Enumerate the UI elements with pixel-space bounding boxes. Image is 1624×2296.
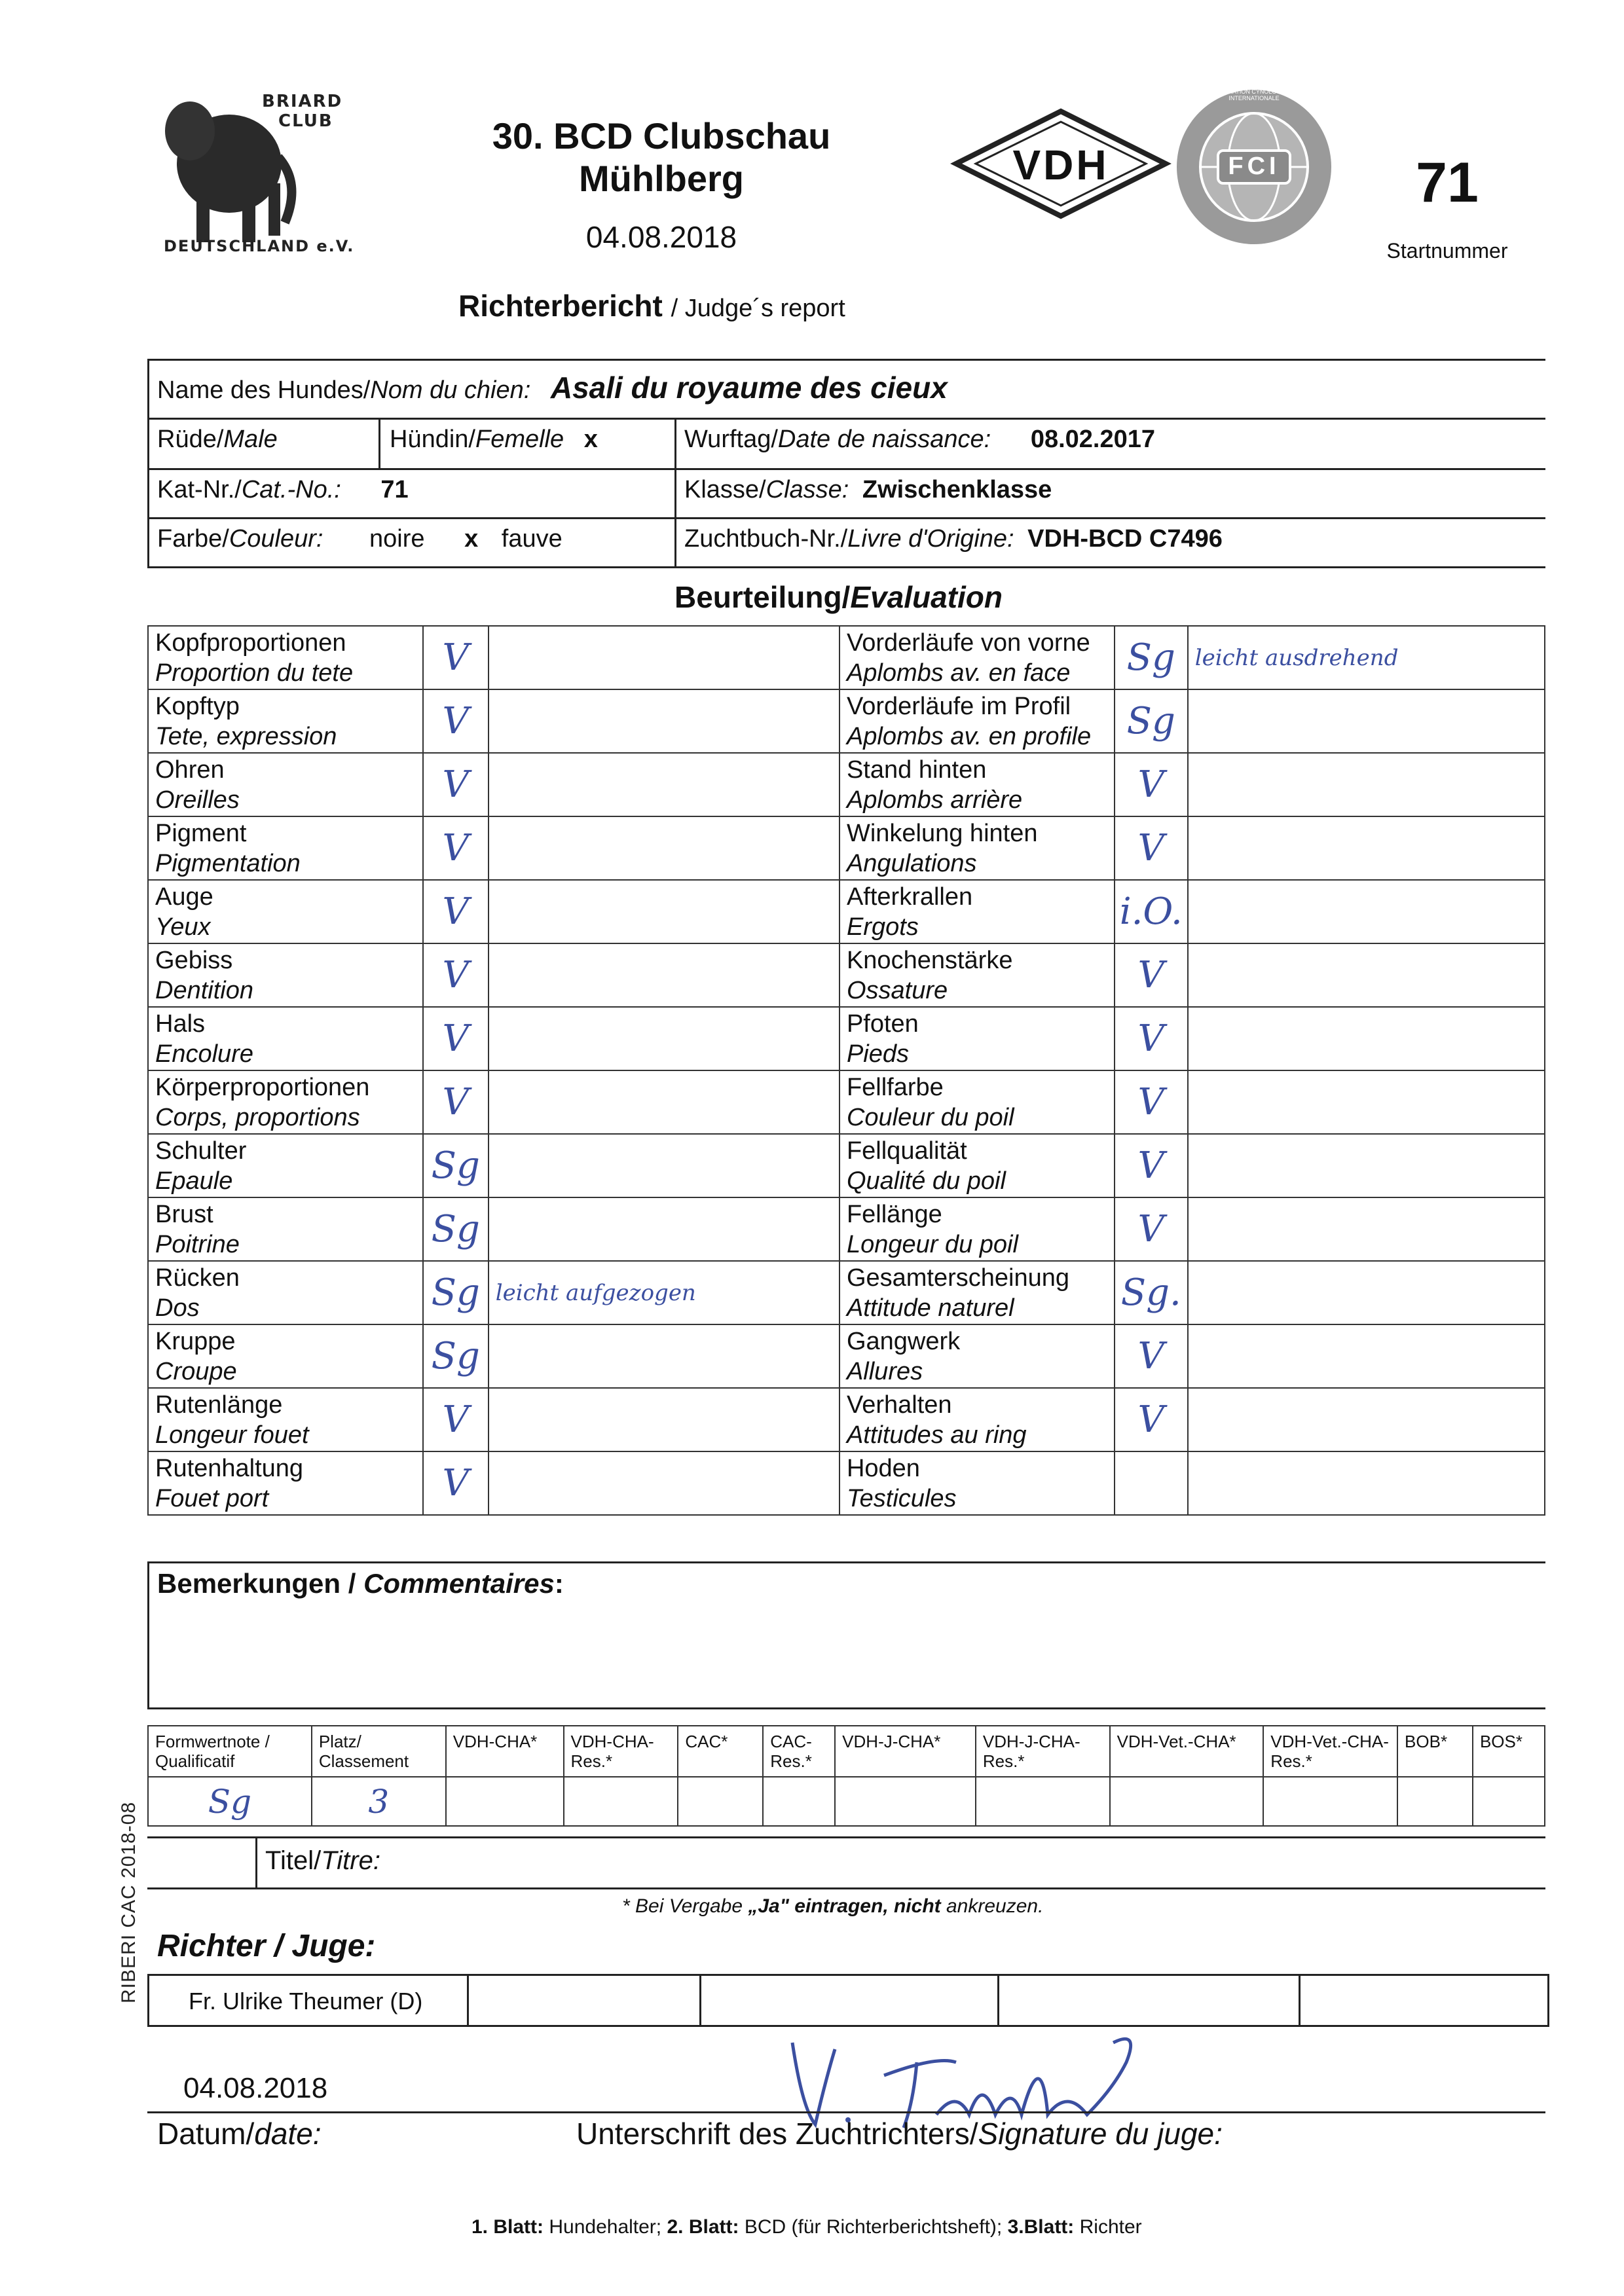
- award-header: VDH-J-CHA-Res.*: [976, 1726, 1110, 1777]
- criterion-left: Hals Encolure: [148, 1007, 423, 1070]
- criterion-right: Hoden Testicules: [840, 1451, 1115, 1515]
- award-header: Formwertnote / Qualificatif: [148, 1726, 312, 1777]
- judge-heading: Richter / Juge:: [157, 1929, 376, 1963]
- award-value[interactable]: [678, 1777, 763, 1826]
- dog-name-label: Name des Hundes/: [157, 376, 371, 404]
- awards-value-row: [148, 1777, 1545, 1826]
- mark-right[interactable]: V: [1115, 1388, 1188, 1451]
- mark-left[interactable]: V: [423, 1451, 489, 1515]
- note-right[interactable]: [1188, 689, 1545, 753]
- mark-left[interactable]: Sg: [423, 1197, 489, 1261]
- criterion-right: Gesamterscheinung Attitude naturel: [840, 1261, 1115, 1324]
- event-title-line2: Mühlberg: [579, 158, 744, 199]
- note-right[interactable]: [1188, 1007, 1545, 1070]
- note-right[interactable]: [1188, 880, 1545, 943]
- evaluation-row: [148, 1451, 1545, 1515]
- note-left[interactable]: [489, 816, 840, 880]
- evaluation-row: [148, 880, 1545, 943]
- dob-field: Wurftag/Date de naissance: 08.02.2017: [684, 426, 1155, 453]
- criterion-left: Auge Yeux: [148, 880, 423, 943]
- mark-left[interactable]: V: [423, 1007, 489, 1070]
- dog-name-value: Asali du royaume des cieux: [550, 371, 948, 405]
- mark-left[interactable]: V: [423, 1070, 489, 1134]
- criterion-right: Vorderläufe von vorne Aplombs av. en face: [840, 626, 1115, 689]
- fci-ring-text: FEDERATION CYNOLOGIQUE INTERNATIONALE: [1212, 88, 1296, 101]
- mark-left[interactable]: V: [423, 753, 489, 816]
- mark-left[interactable]: V: [423, 880, 489, 943]
- note-right[interactable]: [1188, 1324, 1545, 1388]
- criterion-right: Vorderläufe im Profil Aplombs av. en profile: [840, 689, 1115, 753]
- award-value[interactable]: [1397, 1777, 1473, 1826]
- criterion-right: Stand hinten Aplombs arrière: [840, 753, 1115, 816]
- dob-value: 08.02.2017: [1030, 426, 1155, 453]
- judge-table: [147, 1974, 1549, 2027]
- judge-name: Fr. Ulrike Theumer (D): [189, 1988, 423, 2014]
- criterion-right: Verhalten Attitudes au ring: [840, 1388, 1115, 1451]
- criterion-left: Kopftyp Tete, expression: [148, 689, 423, 753]
- mark-left[interactable]: Sg: [423, 1324, 489, 1388]
- mark-right[interactable]: Sg.: [1115, 1261, 1188, 1324]
- awards-table: [147, 1725, 1545, 1827]
- criterion-left: Gebiss Dentition: [148, 943, 423, 1007]
- note-left[interactable]: [489, 880, 840, 943]
- note-left[interactable]: [489, 1134, 840, 1197]
- award-header: VDH-CHA-Res.*: [564, 1726, 678, 1777]
- mark-left[interactable]: V: [423, 689, 489, 753]
- mark-right[interactable]: V: [1115, 753, 1188, 816]
- club-logo: [151, 85, 367, 262]
- award-value[interactable]: [1110, 1777, 1264, 1826]
- mark-left[interactable]: V: [423, 943, 489, 1007]
- award-header: VDH-J-CHA*: [835, 1726, 976, 1777]
- criterion-left: Kopfproportionen Proportion du tete: [148, 626, 423, 689]
- footnote: * Bei Vergabe „Ja" eintragen, nicht ankreuzen.: [622, 1895, 1044, 1917]
- awards-header-row: [148, 1726, 1545, 1777]
- mark-right[interactable]: V: [1115, 1324, 1188, 1388]
- studbook-field: Zuchtbuch-Nr./Livre d'Origine: VDH-BCD C7496: [684, 525, 1223, 553]
- event-date: 04.08.2018: [585, 220, 737, 254]
- note-left[interactable]: [489, 689, 840, 753]
- report-title: [458, 288, 917, 323]
- criterion-left: Rutenlänge Longeur fouet: [148, 1388, 423, 1451]
- note-right[interactable]: [1188, 816, 1545, 880]
- side-form-code: RIBERI CAC 2018-08: [118, 1801, 139, 2003]
- evaluation-row: [148, 1388, 1545, 1451]
- report-title-main: Richterbericht: [458, 289, 663, 323]
- criterion-left: Rücken Dos: [148, 1261, 423, 1324]
- award-value[interactable]: [835, 1777, 976, 1826]
- award-value[interactable]: [446, 1777, 564, 1826]
- mark-left[interactable]: V: [423, 1388, 489, 1451]
- signature-drawing: [786, 2023, 1153, 2131]
- award-header: VDH-Vet.-CHA*: [1110, 1726, 1264, 1777]
- evaluation-row: [148, 753, 1545, 816]
- mark-right[interactable]: V: [1115, 1007, 1188, 1070]
- logo-text-line1: BRIARD: [262, 92, 343, 111]
- note-right[interactable]: [1188, 943, 1545, 1007]
- award-header: BOS*: [1473, 1726, 1545, 1777]
- criterion-right: Knochenstärke Ossature: [840, 943, 1115, 1007]
- note-right[interactable]: [1188, 1134, 1545, 1197]
- award-value[interactable]: [1473, 1777, 1545, 1826]
- briard-dog-icon: [151, 85, 367, 262]
- note-right[interactable]: [1188, 1197, 1545, 1261]
- award-value[interactable]: [564, 1777, 678, 1826]
- evaluation-row: [148, 1324, 1545, 1388]
- award-header: VDH-Vet.-CHA-Res.*: [1263, 1726, 1397, 1777]
- evaluation-row: [148, 689, 1545, 753]
- note-left[interactable]: [489, 753, 840, 816]
- signature-mark: [786, 2023, 1153, 2131]
- mark-right[interactable]: V: [1115, 943, 1188, 1007]
- note-left[interactable]: [489, 1070, 840, 1134]
- evaluation-row: [148, 1134, 1545, 1197]
- award-header: CAC*: [678, 1726, 763, 1777]
- criterion-right: Pfoten Pieds: [840, 1007, 1115, 1070]
- mark-right[interactable]: V: [1115, 1197, 1188, 1261]
- female-field: Hündin/Femelle x: [390, 426, 598, 453]
- note-left[interactable]: [489, 1451, 840, 1515]
- note-left[interactable]: [489, 1324, 840, 1388]
- award-value[interactable]: 3: [312, 1777, 446, 1826]
- mark-right[interactable]: Sg: [1115, 626, 1188, 689]
- start-number-label: Startnummer: [1386, 239, 1508, 263]
- color-fauve: fauve: [501, 525, 563, 553]
- evaluation-row: [148, 816, 1545, 880]
- award-value[interactable]: [763, 1777, 835, 1826]
- start-number: 71: [1416, 151, 1479, 214]
- class-value: Zwischenklasse: [862, 476, 1052, 503]
- evaluation-row: [148, 1261, 1545, 1324]
- distribution-note: 1. Blatt: Hundehalter; 2. Blatt: BCD (für Richterberichtsheft); 3.Blatt: Richter: [471, 2216, 1142, 2238]
- logo-text-line2: CLUB: [278, 111, 333, 131]
- evaluation-row: [148, 1070, 1545, 1134]
- criterion-left: Kruppe Croupe: [148, 1324, 423, 1388]
- criterion-left: Rutenhaltung Fouet port: [148, 1451, 423, 1515]
- mark-right[interactable]: V: [1115, 1134, 1188, 1197]
- award-header: VDH-CHA*: [446, 1726, 564, 1777]
- criterion-right: Winkelung hinten Angulations: [840, 816, 1115, 880]
- note-left[interactable]: leicht aufgezogen: [489, 1261, 840, 1324]
- class-field: Klasse/Classe: Zwischenklasse: [684, 476, 1052, 503]
- note-right[interactable]: [1188, 1070, 1545, 1134]
- evaluation-row: [148, 943, 1545, 1007]
- award-header: CAC-Res.*: [763, 1726, 835, 1777]
- evaluation-heading: Beurteilung/Evaluation: [674, 580, 1003, 614]
- criterion-right: Fellfarbe Couleur du poil: [840, 1070, 1115, 1134]
- mark-left[interactable]: V: [423, 626, 489, 689]
- event-title-line1: 30. BCD Clubschau: [492, 115, 831, 156]
- criterion-right: Afterkrallen Ergots: [840, 880, 1115, 943]
- mark-right[interactable]: V: [1115, 1070, 1188, 1134]
- logo-text-line3: DEUTSCHLAND e.V.: [164, 237, 355, 255]
- vdh-logo-text: VDH: [1012, 141, 1109, 189]
- color-field: Farbe/Couleur: noire x fauve: [157, 525, 563, 553]
- note-right[interactable]: [1188, 1388, 1545, 1451]
- note-right[interactable]: [1188, 1261, 1545, 1324]
- note-right[interactable]: [1188, 753, 1545, 816]
- mark-right[interactable]: V: [1115, 816, 1188, 880]
- mark-right[interactable]: i.O.: [1115, 880, 1188, 943]
- criterion-left: Schulter Epaule: [148, 1134, 423, 1197]
- evaluation-row: [148, 626, 1545, 689]
- signature-date: 04.08.2018: [183, 2072, 328, 2104]
- criterion-left: Pigment Pigmentation: [148, 816, 423, 880]
- criterion-right: Fellänge Longeur du poil: [840, 1197, 1115, 1261]
- titel-row: [147, 1836, 1545, 1889]
- signature-label: Unterschrift des Zuchtrichters/Signature du juge:: [576, 2117, 1223, 2151]
- female-mark: x: [583, 426, 598, 453]
- dog-name-row: [157, 370, 948, 405]
- color-noire: noire: [369, 525, 425, 553]
- criterion-left: Brust Poitrine: [148, 1197, 423, 1261]
- note-left[interactable]: [489, 1197, 840, 1261]
- mark-left[interactable]: V: [423, 816, 489, 880]
- award-header: BOB*: [1397, 1726, 1473, 1777]
- note-left[interactable]: [489, 1007, 840, 1070]
- cat-field: Kat-Nr./Cat.-No.: 71: [157, 476, 409, 503]
- criterion-right: Gangwerk Allures: [840, 1324, 1115, 1388]
- criterion-right: Fellqualität Qualité du poil: [840, 1134, 1115, 1197]
- report-title-sub: / Judge´s report: [671, 295, 845, 322]
- studbook-value: VDH-BCD C7496: [1027, 525, 1223, 553]
- note-left[interactable]: [489, 1388, 840, 1451]
- award-value[interactable]: Sg: [148, 1777, 312, 1826]
- criterion-left: Ohren Oreilles: [148, 753, 423, 816]
- fci-logo-text: FCI: [1228, 153, 1280, 180]
- mark-left[interactable]: Sg: [423, 1261, 489, 1324]
- vdh-logo: [950, 105, 1172, 223]
- mark-right[interactable]: [1115, 1451, 1188, 1515]
- color-mark: x: [464, 525, 479, 553]
- remarks-heading: Bemerkungen / Commentaires:: [157, 1568, 564, 1599]
- evaluation-row: [148, 1007, 1545, 1070]
- note-right[interactable]: leicht ausdrehend: [1188, 626, 1545, 689]
- male-field: Rüde/Male: [157, 426, 278, 453]
- note-left[interactable]: [489, 626, 840, 689]
- note-right[interactable]: [1188, 1451, 1545, 1515]
- date-label: Datum/date:: [157, 2117, 322, 2151]
- evaluation-row: [148, 1197, 1545, 1261]
- award-value[interactable]: [1263, 1777, 1397, 1826]
- award-value[interactable]: [976, 1777, 1110, 1826]
- remarks-field[interactable]: [147, 1561, 1547, 1709]
- award-header: Platz/ Classement: [312, 1726, 446, 1777]
- dog-name-label-fr: Nom du chien:: [370, 376, 531, 404]
- evaluation-table: [147, 625, 1545, 1516]
- mark-right[interactable]: Sg: [1115, 689, 1188, 753]
- criterion-left: Körperproportionen Corps, proportions: [148, 1070, 423, 1134]
- mark-left[interactable]: Sg: [423, 1134, 489, 1197]
- fci-logo: [1172, 85, 1336, 249]
- titel-label: Titel/Titre:: [265, 1846, 380, 1875]
- cat-value: 71: [380, 476, 409, 503]
- note-left[interactable]: [489, 943, 840, 1007]
